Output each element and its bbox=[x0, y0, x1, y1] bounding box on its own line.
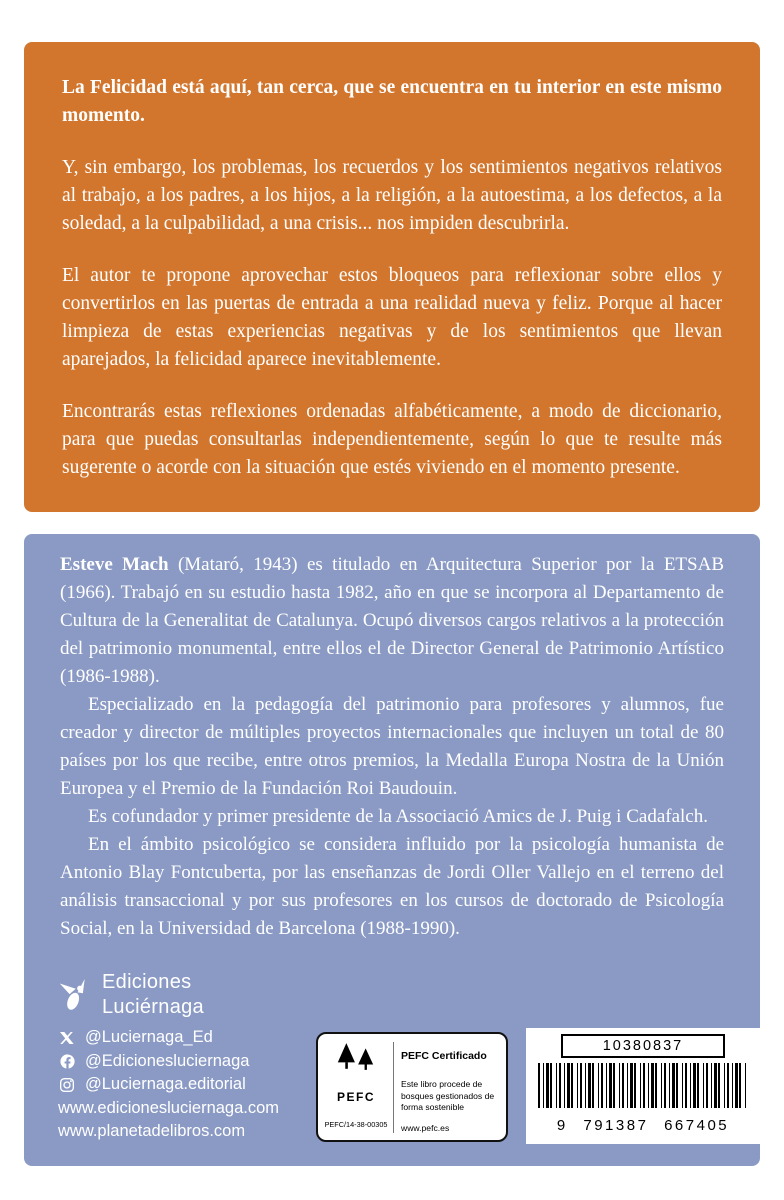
publisher-name bbox=[102, 970, 204, 1020]
publisher-block bbox=[58, 970, 204, 1020]
pefc-license-code: PEFC/14-38-00305 bbox=[324, 1120, 388, 1129]
author-name: Esteve Mach bbox=[60, 554, 169, 575]
website-url-2: www.planetadelibros.com bbox=[58, 1122, 246, 1140]
publisher-name-line1: Ediciones bbox=[102, 971, 192, 993]
bio-paragraph-1 bbox=[60, 551, 724, 691]
facebook-icon bbox=[58, 1052, 76, 1070]
bio-paragraph-3: Es cofundador y primer presidente de la Associació Amics de J. Puig i Cadafalch. bbox=[88, 806, 708, 827]
firefly-logo-icon bbox=[58, 977, 90, 1013]
social-instagram-handle: @Luciernaga.editorial bbox=[85, 1075, 246, 1093]
website-url-1: www.edicionesluciernaga.com bbox=[58, 1098, 280, 1117]
website-row-1 bbox=[58, 1097, 279, 1121]
pefc-statement: Este libro procede de bosques gestionados de forma sostenible bbox=[401, 1079, 495, 1112]
website-row-2 bbox=[58, 1120, 279, 1144]
social-x-handle: @Luciernaga_Ed bbox=[85, 1028, 213, 1046]
synopsis-paragraph-2: El autor te propone aprovechar estos bloqueos para reflexionar sobre ellos y convertirlos en las puertas de entrada a una realidad nueva y feliz. Porque al hacer limpieza de estas experiencias negativas y de los sentimientos que llevan aparejados, la felicidad aparece inevitablemente. bbox=[62, 265, 722, 370]
social-facebook-handle: @Edicionesluciernaga bbox=[85, 1051, 250, 1070]
pefc-certification-label bbox=[316, 1032, 508, 1142]
barcode-top-number: 10380837 bbox=[561, 1034, 725, 1058]
author-bio bbox=[60, 551, 724, 943]
pefc-title: PEFC Certificado bbox=[401, 1050, 487, 1062]
barcode-block bbox=[526, 1028, 760, 1144]
bio-intro-text: (Mataró, 1943) es titulado en Arquitectura Superior por la ETSAB (1966). Trabajó en su estudio hasta 1982, año en que se incorpora al Departamento de Cultura de la Generalitat de Catalunya. Ocupó diversos cargos relativos a la protección del patrimonio monumental, entre ellos el de Director General de Patrimonio Artístico (1986-1988). bbox=[60, 554, 725, 687]
synopsis-lead: La Felicidad está aquí, tan cerca, que se encuentra en tu interior en este mismo momento. bbox=[62, 77, 722, 126]
social-links bbox=[58, 1026, 279, 1144]
synopsis-panel bbox=[24, 42, 760, 512]
bio-paragraph-2: Especializado en la pedagogía del patrimonio para profesores y alumnos, fue creador y director de múltiples proyectos internacionales que incluyen un total de 80 países por los que recibe, entre otros premios, la Medalla Europa Nostra de la Unión Europea y el Premio de la Fundación Roi Baudouin. bbox=[60, 694, 724, 799]
instagram-icon bbox=[58, 1076, 76, 1094]
publisher-name-line2: Luciérnaga bbox=[102, 996, 204, 1018]
pefc-text-column bbox=[393, 1042, 498, 1133]
barcode-bars bbox=[538, 1063, 748, 1108]
synopsis-paragraph-1: Y, sin embargo, los problemas, los recuerdos y los sentimientos negativos relativos al trabajo, a los padres, a los hijos, a la religión, a la autoestima, a los defectos, a la soledad, a la culpabilidad, a una crisis... nos impiden descubrirla. bbox=[62, 157, 722, 234]
social-x-row bbox=[58, 1026, 279, 1050]
author-panel bbox=[24, 534, 760, 1166]
pefc-logo-text: PEFC bbox=[336, 1090, 375, 1104]
synopsis-paragraph-3: Encontrarás estas reflexiones ordenadas alfabéticamente, a modo de diccionario, para que puedas consultarlas independientemente, según lo que te resulte más sugerente o acorde con la situación que estés viviendo en el momento presente. bbox=[62, 401, 722, 478]
pefc-url: www.pefc.es bbox=[401, 1122, 450, 1133]
social-instagram-row bbox=[58, 1073, 279, 1097]
pefc-logo-column bbox=[326, 1042, 386, 1133]
barcode-isbn-digits: 9 791387 667405 bbox=[556, 1117, 730, 1134]
x-icon bbox=[58, 1029, 76, 1047]
social-facebook-row bbox=[58, 1050, 279, 1074]
pefc-trees-icon bbox=[334, 1042, 378, 1081]
bio-paragraph-4: En el ámbito psicológico se considera influido por la psicología humanista de Antonio Blay Fontcuberta, por las enseñanzas de Jordi Oller Vallejo en el terreno del análisis transaccional y por sus profesores en los cursos de doctorado de Psicología Social, en la Universidad de Barcelona (1988-1990). bbox=[60, 834, 724, 939]
